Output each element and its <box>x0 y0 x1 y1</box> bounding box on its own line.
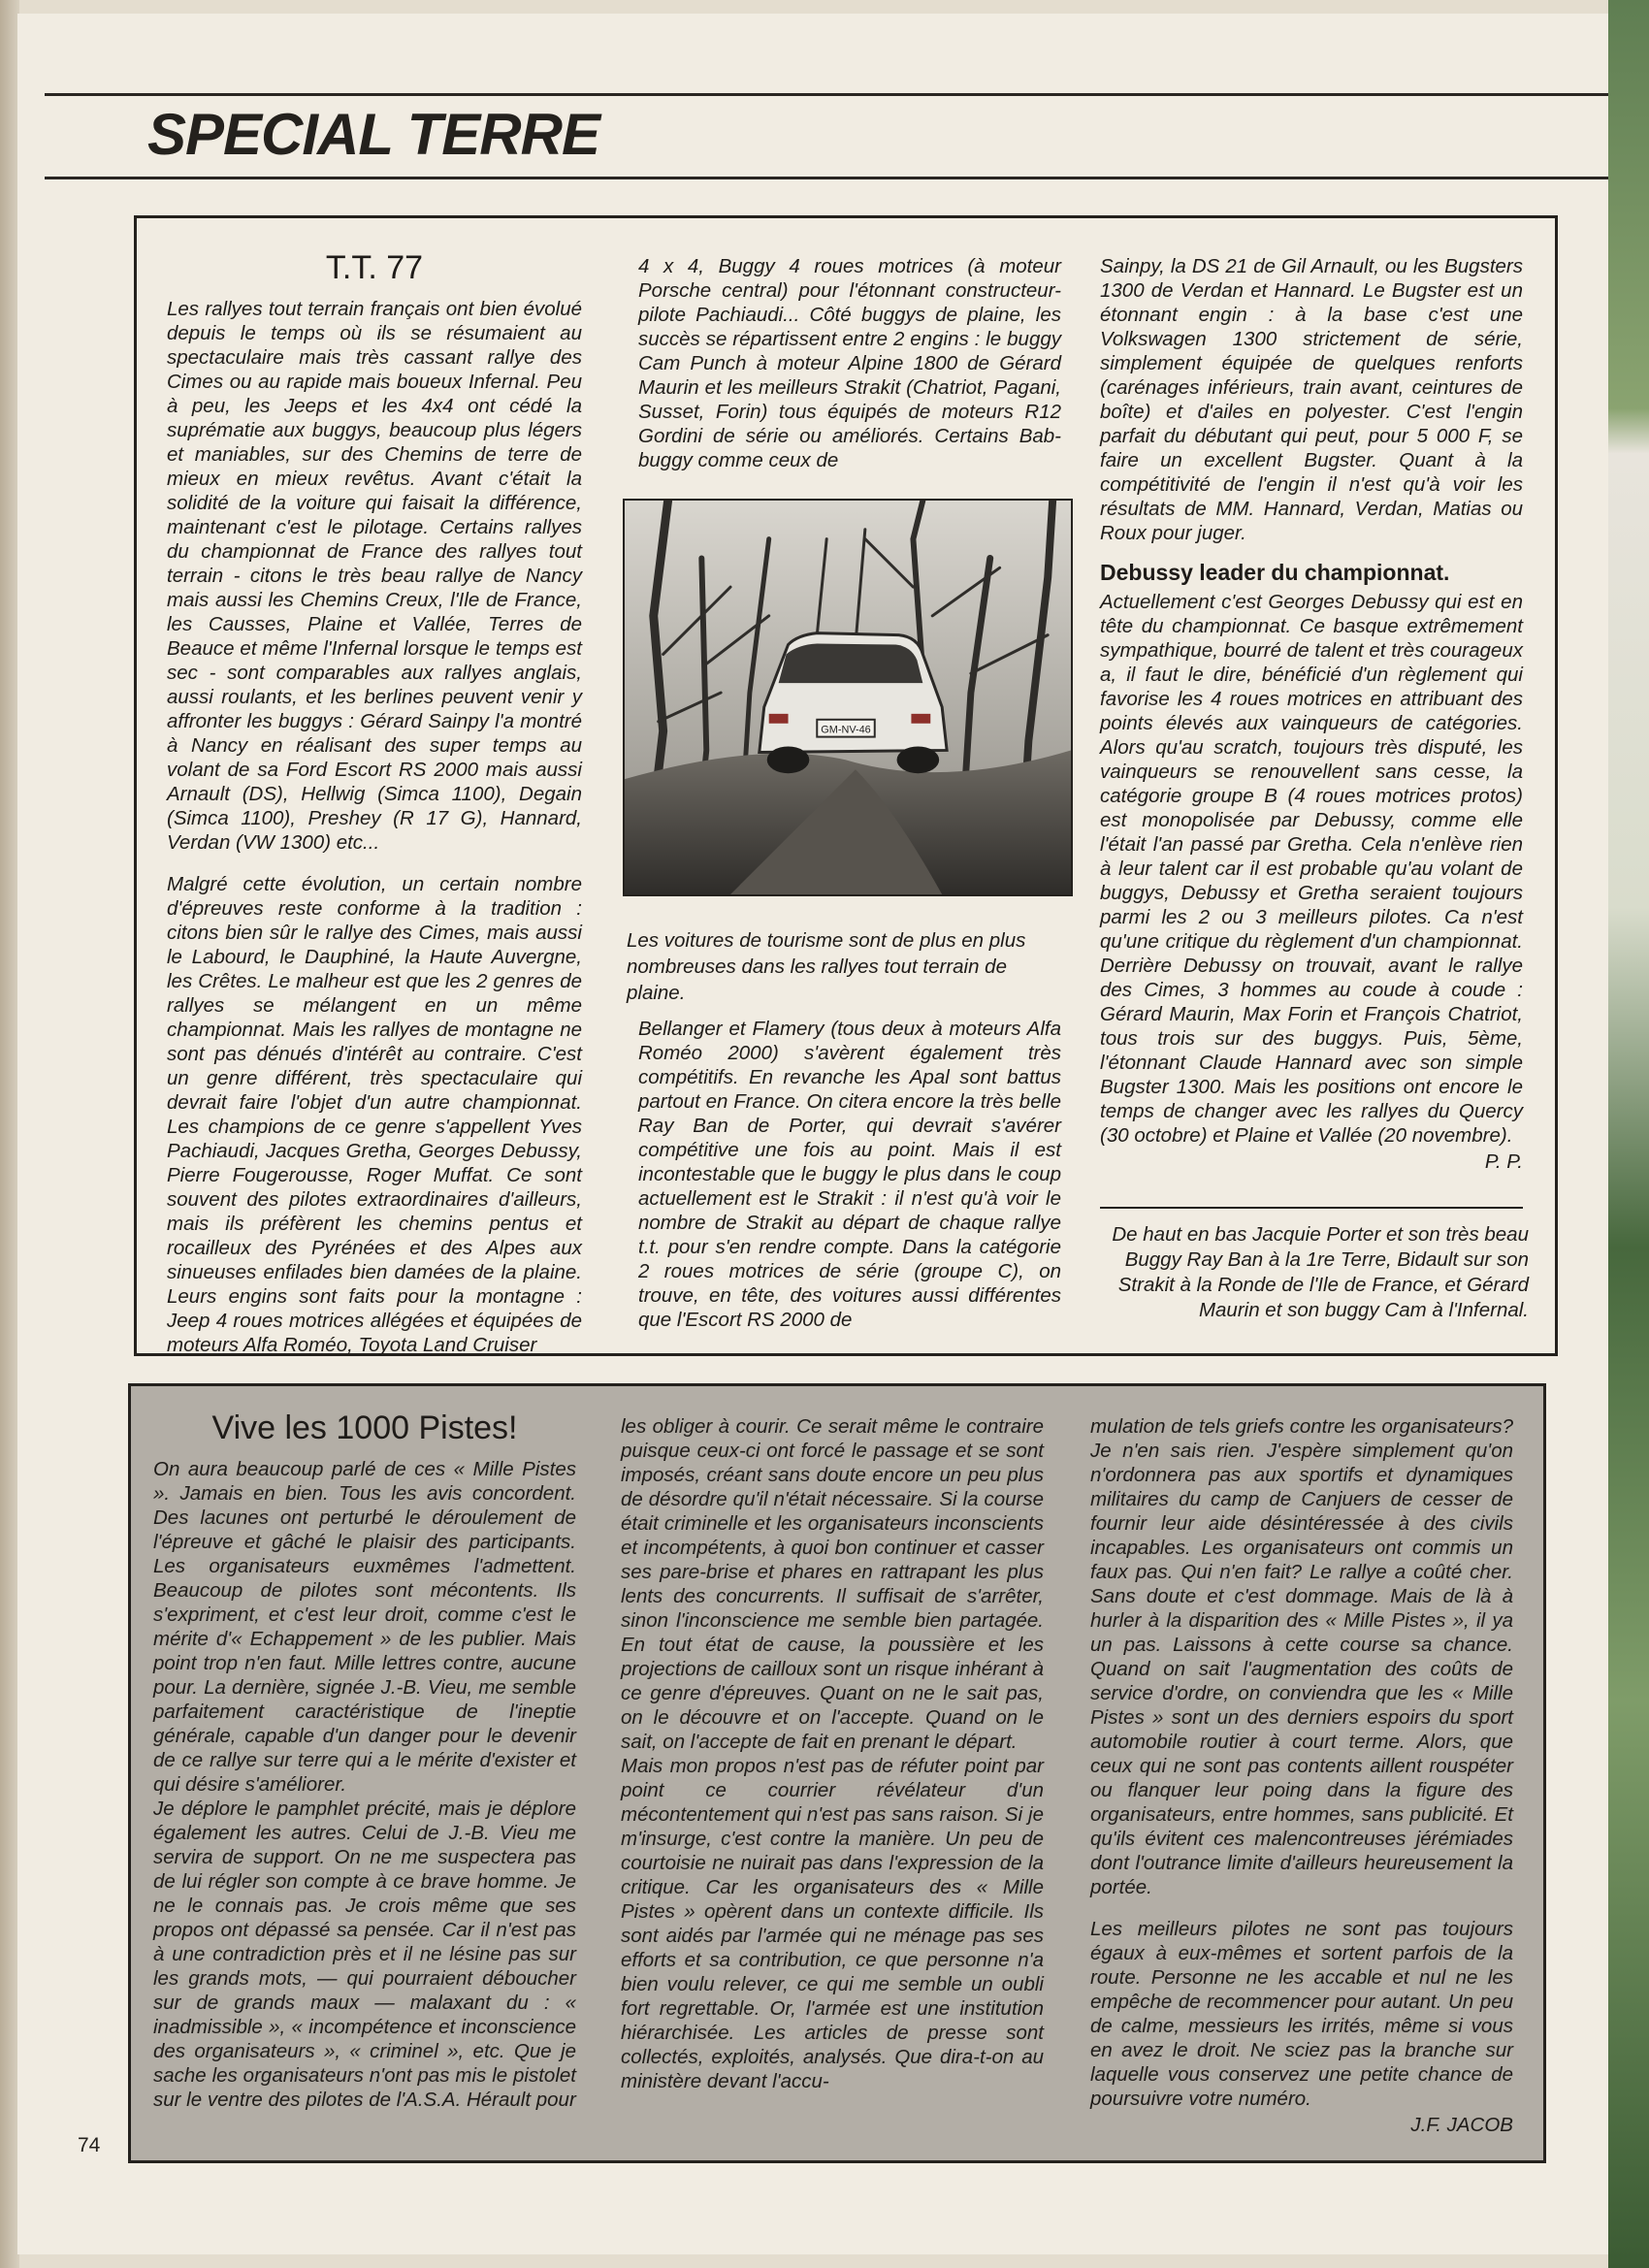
article-1000-pistes-author: J.F. JACOB <box>1410 2114 1513 2136</box>
page-number: 74 <box>78 2134 101 2156</box>
article-tt77-title: T.T. 77 <box>325 249 424 286</box>
photo-credits-rule <box>1100 1207 1523 1209</box>
header-rule-top <box>45 93 1608 96</box>
article-tt77-column-1 <box>167 248 582 1357</box>
article-1000-pistes-paragraph: les obliger à courir. Ce serait même le contraire puisque ceux-ci ont forcé le passage et se sont imposés, créant sans doute encore un peu plus de désordre qu'il n'était nécessaire. Si la course était criminelle et les organisateurs inconscients et incompétents, à quoi bon continuer et casser ses pare-brise et phares en rattrapant les plus lents des concurrents. Il suffisait de s'arrêter, sinon l'inconscience me semble bien partagée. En tout état de cause, la poussière et les projections de cailloux sont un risque inhérant à ce genre d'épreuves. Quant on ne le sait pas, on le découvre et on l'accepte. Quand on le sait, on l'accepte de fait en prenant le départ. <box>621 1415 1044 1753</box>
article-1000-pistes-paragraph: Je déplore le pamphlet précité, mais je déplore également les autres. Celui de J.-B. Vieu me servira de support. On ne me suspectera pas de lui régler son compte à ce brave homme. Je ne le connais pas. Je crois même que ses propos ont dépassé sa pensée. Car il n'est pas à une contradiction près et il ne lésine pas sur les grands mots, — qui pourraient déboucher sur de grands maux — malaxant du : « inadmissible », « incompétence et inconscience des organisateurs », « criminel », etc. Que je sache les organisateurs n'ont pas mis le pistolet sur le ventre des pilotes de l'A.S.A. Hérault pour <box>153 1798 576 2111</box>
rally-car-photo-illustration <box>625 501 1071 894</box>
article-1000-pistes-paragraph: Les meilleurs pilotes ne sont pas toujours égaux à eux-mêmes et sortent parfois de la route. Personne ne les accable et nul ne les empêche de recommencer pour autant. Un peu de calme, messieurs les irrités, même si vous en avez le droit. Ne sciez pas la branche sur laquelle vous conservez une petite chance de poursuivre votre numéro. <box>1090 1918 1513 2110</box>
article-1000-pistes-title: Vive les 1000 Pistes! <box>211 1409 518 1446</box>
article-tt77-paragraph: Malgré cette évolution, un certain nombre d'épreuves reste conforme à la tradition : citons bien sûr le rallye des Cimes, mais aussi le Labourd, le Dauphiné, la Haute Auvergne, les Crêtes. Le malheur est que les 2 genres de rallyes se mélangent en un même championnat. Mais les rallyes de montagne ne sont pas dénués d'intérêt au contraire. C'est un genre différent, très spectaculaire qui devrait faire l'objet d'un autre championnat. Les champions de ce genre s'appellent Yves Pachiaudi, Jacques Gretha, Georges Debussy, Pierre Fougerousse, Roger Muffat. Ce sont souvent des pilotes extraordinaires d'ailleurs, mais ils préfèrent les chemins pentus et rocailleux des Pyrénées et des Alpes aux sinueuses enfilades bien damées de la plaine. Leurs engins sont faits pour la montagne : Jeep 4 roues motrices allégées et équipées de moteurs Alfa Roméo, Toyota Land Cruiser <box>167 873 582 1356</box>
article-1000-pistes-paragraph: mulation de tels griefs contre les organisateurs? Je n'en sais rien. J'espère simplement qu'on n'ordonnera pas aux sportifs et dynamiques militaires du camp de Canjuers de cesser de fournir leur aide désintéressée à des civils incapables. Les organisateurs ont commis un faux pas. Qui n'en fait? Le rallye a coûté cher. Sans doute et c'est dommage. Mais de là à hurler à la disparition des « Mille Pistes », il ya un pas. Laissons à cette course sa chance. Quand on sait l'augmentation des coûts de service d'ordre, on conviendra que les « Mille Pistes » sont un des derniers espoirs du sport automobile routier à court terme. Alors, que ceux qui ne sont pas contents aillent rouspéter ou flanquer leur poing dans la figure des organisateurs, entre hommes, sans publicité. Et qu'ils évitent ces malencontreuses jérémiades dont l'outrance limite d'ailleurs heureusement la portée. <box>1090 1415 1513 1898</box>
article-1000-pistes-column-1 <box>153 1409 576 2112</box>
photo-license-plate: GM-NV-46 <box>821 724 871 736</box>
article-1000-pistes-paragraph: Mais mon propos n'est pas de réfuter point par point ce courrier révélateur d'un mécontentement qui n'est pas sans raison. Si je m'insurge, c'est contre la manière. Un peu de courtoisie ne nuirait pas dans l'expression de la critique. Car les organisateurs des « Mille Pistes » opèrent dans un contexte difficile. Ils sont aidés par l'armée qui ne ménage pas ses efforts et sa contribution, ce que personne n'a bien voulu relever, ce qui me semble un oubli fort regrettable. Or, l'armée est une institution hiérarchisée. Les articles de presse sont collectés, exploités, analysés. Que dira-t-on au ministère devant l'accu- <box>621 1755 1044 2092</box>
article-tt77-column-2-top <box>638 254 1061 472</box>
article-1000-pistes-paragraph: On aura beaucoup parlé de ces « Mille Pistes ». Jamais en bien. Tous les avis concordent. Des lacunes ont perturbé le déroulement de l'épreuve et gâché le plaisir des participants. Les organisateurs euxmêmes l'admettent. Beaucoup de pilotes sont mécontents. Ils s'expriment, et c'est leur droit, comme c'est le mérite d'« Echappement » de les publier. Mais point trop n'en faut. Mille lettres contre, aucune pour. La dernière, signée J.-B. Vieu, me semble parfaitement caractéristique de l'ineptie générale, capable d'un danger pour le devenir de ce rallye sur terre qui a le mérite d'exister et qui désire s'améliorer. <box>153 1458 576 1796</box>
article-tt77-subheading: Debussy leader du championnat. <box>1100 560 1450 585</box>
article-tt77-paragraph: Actuellement c'est Georges Debussy qui est en tête du championnat. Ce basque extrêmement sympathique, bourré de talent et très courageux a, il faut le dire, bénéficié d'un règlement qui favorise les 4 roues motrices en attribuant des points élevés aux vainqueurs de catégories. Alors qu'au scratch, toujours très disputé, les vainqueurs se renouvellent sans cesse, la catégorie groupe B (4 roues motrices protos) est monopolisée par Debussy, comme elle l'était l'an passé par Gretha. Cela n'enlève rien à leur talent car il est probable qu'au volant de buggys, Debussy et Gretha seraient toujours parmi les 2 ou 3 meilleurs pilotes. Ca n'est qu'une critique du règlement d'un championnat. Derrière Debussy on trouvait, avant le rallye des Cimes, 3 hommes au coude à coude : Gérard Maurin, Max Forin et François Chatriot, tous trois sur des buggys. Puis, 5ème, l'étonnant Claude Hannard avec son simple Bugster 1300. Mais les positions ont encore le temps de changer avec les rallyes du Quercy (30 octobre) et Plaine et Vallée (20 novembre). <box>1100 591 1523 1147</box>
article-tt77-paragraph: Les rallyes tout terrain français ont bien évolué depuis le temps où ils se résumaient au spectaculaire mais très cassant rallye des Cimes ou au rapide mais boueux Infernal. Peu à peu, les Jeeps et les 4x4 ont cédé la suprématie aux buggys, beaucoup plus légers et maniables, sur des Chemins de terre de mieux en mieux revêtus. Avant c'était la solidité de la voiture qui faisait la différence, maintenant c'est le pilotage. Certains rallyes du championnat de France des rallyes tout terrain - citons le très beau rallye de Nancy mais aussi les Chemins Creux, l'Ile de France, les Causses, Plaine et Vallée, Terres de Beauce et même l'Infernal lorsque le temps est sec - sont comparables aux rallyes anglais, aussi roulants, et les berlines peuvent venir y affronter les buggys : Gérard Sainpy l'a montré à Nancy en réalisant des super temps au volant de sa Ford Escort RS 2000 mais aussi Arnault (DS), Hellwig (Simca 1100), Degain (Simca 1100), Preshey (R 17 G), Hannard, Verdan (VW 1300) etc... <box>167 298 582 854</box>
rally-car-photo <box>623 499 1073 896</box>
article-tt77-author: P. P. <box>1484 1150 1523 1173</box>
article-tt77-paragraph: Bellanger et Flamery (tous deux à moteurs Alfa Roméo 2000) s'avèrent également très compétitifs. En revanche les Apal sont battus partout en France. On citera encore la très belle Ray Ban de Porter, qui devrait s'avérer compétitive une fois au point. Mais il est incontestable que le buggy le plus dans le coup actuellement est le Strakit : il n'est qu'à voir le nombre de Strakit au départ de chaque rallye t.t. pour s'en rendre compte. Dans la catégorie 2 roues motrices de série (groupe C), on trouve, en tête, des voitures aussi différentes que l'Escort RS 2000 de <box>638 1018 1061 1331</box>
article-1000-pistes-column-2 <box>621 1414 1044 2093</box>
photo-caption: Les voitures de tourisme sont de plus en plus nombreuses dans les rallyes tout terrain de plaine. <box>627 929 1026 1004</box>
section-title: SPECIAL TERRE <box>147 102 599 167</box>
article-tt77-column-2-bottom <box>638 1017 1061 1332</box>
photo-credits: De haut en bas Jacquie Porter et son très beau Buggy Ray Ban à la 1re Terre, Bidault sur son Strakit à la Ronde de l'Ile de France, et Gérard Maurin et son buggy Cam à l'Infernal. <box>1112 1223 1529 1321</box>
next-page-edge <box>1608 0 1649 2268</box>
article-tt77-paragraph: Sainpy, la DS 21 de Gil Arnault, ou les Bugsters 1300 de Verdan et Hannard. Le Bugster est un étonnant engin : à la base c'est une Volkswagen 1300 strictement de série, simplement équipée de quelques renforts (carénages inférieurs, train avant, ceintures de boîte) et d'ailes en polyester. C'est l'engin parfait du débutant qui peut, pour 5 000 F, se faire un excellent Bugster. Quant à la compétitivité de l'engin il n'est qu'à voir les résultats de MM. Hannard, Verdan, Matias ou Roux pour juger. <box>1100 255 1523 544</box>
article-1000-pistes-column-3 <box>1090 1414 1513 2137</box>
article-tt77-paragraph: 4 x 4, Buggy 4 roues motrices (à moteur Porsche central) pour l'étonnant constructeur-pilote Pachiaudi... Côté buggys de plaine, les succès se répartissent entre 2 engins : le buggy Cam Punch à moteur Alpine 1800 de Gérard Maurin et les meilleurs Strakit (Chatriot, Pagani, Susset, Forin) tous équipés de moteurs R12 Gordini de série ou améliorés. Certains Bab-buggy comme ceux de <box>638 255 1061 471</box>
article-tt77-column-3 <box>1100 254 1523 1174</box>
header-rule-bottom <box>45 177 1608 179</box>
binding-shadow <box>0 0 19 2268</box>
